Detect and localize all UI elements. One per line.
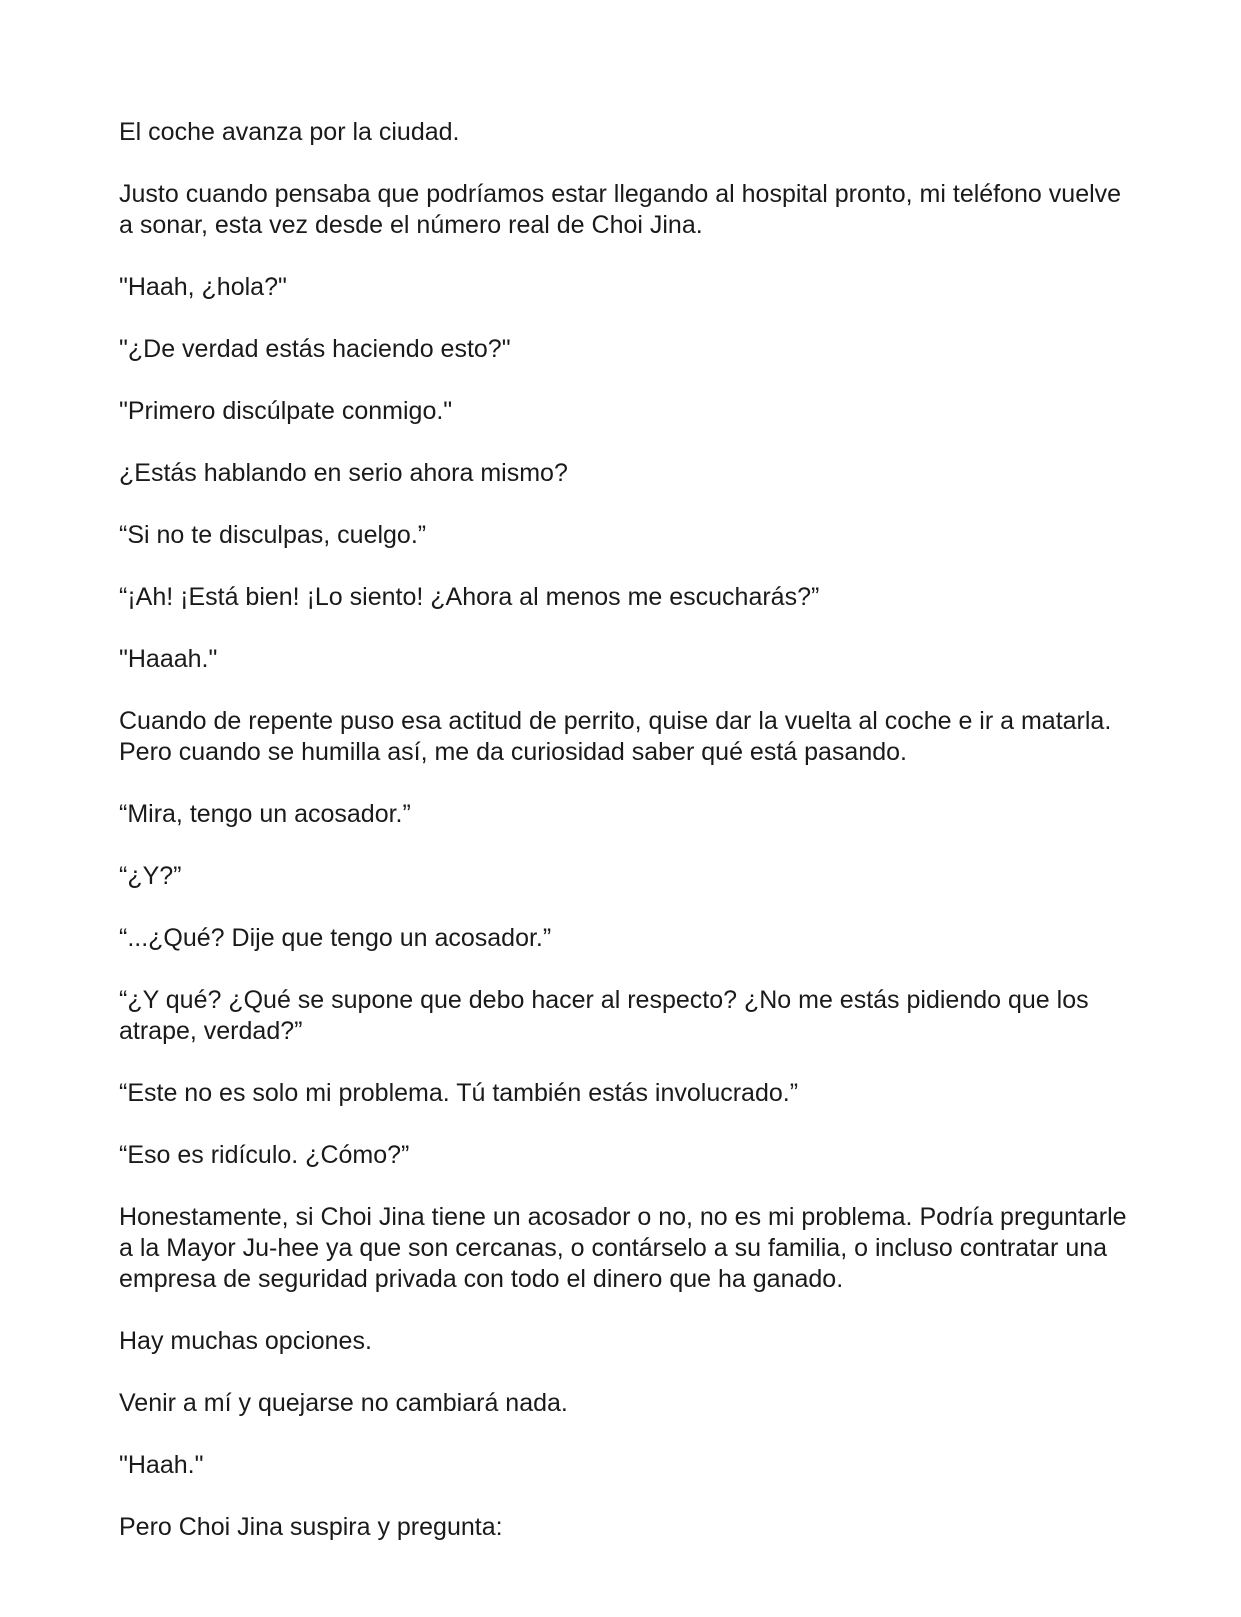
paragraph: “¿Y qué? ¿Qué se supone que debo hacer al respecto? ¿No me estás pidiendo que los atrape, verdad?” bbox=[119, 986, 1089, 1045]
paragraph: “...¿Qué? Dije que tengo un acosador.” bbox=[119, 924, 552, 952]
paragraph: "Primero discúlpate conmigo." bbox=[119, 397, 453, 425]
paragraph: “Mira, tengo un acosador.” bbox=[119, 800, 411, 828]
paragraph: Justo cuando pensaba que podríamos estar llegando al hospital pronto, mi teléfono vuelve a sonar, esta vez desde el número real de Choi Jina. bbox=[119, 180, 1122, 239]
paragraph: "Haah." bbox=[119, 1451, 204, 1479]
paragraph: Venir a mí y quejarse no cambiará nada. bbox=[119, 1389, 568, 1417]
paragraph: "¿De verdad estás haciendo esto?" bbox=[119, 335, 511, 363]
paragraph: “¡Ah! ¡Está bien! ¡Lo siento! ¿Ahora al menos me escucharás?” bbox=[119, 583, 820, 611]
paragraph: Hay muchas opciones. bbox=[119, 1327, 372, 1355]
paragraph: “Eso es ridículo. ¿Cómo?” bbox=[119, 1141, 410, 1169]
paragraph: "Haaah." bbox=[119, 645, 218, 673]
paragraph: Cuando de repente puso esa actitud de perrito, quise dar la vuelta al coche e ir a matarla. Pero cuando se humilla así, me da curiosidad saber qué está pasando. bbox=[119, 707, 1112, 766]
document-body bbox=[119, 117, 1129, 1574]
paragraph: El coche avanza por la ciudad. bbox=[119, 118, 460, 146]
paragraph: “Si no te disculpas, cuelgo.” bbox=[119, 521, 427, 549]
paragraph: ¿Estás hablando en serio ahora mismo? bbox=[119, 459, 568, 487]
paragraph: Honestamente, si Choi Jina tiene un acosador o no, no es mi problema. Podría preguntarle a la Mayor Ju-hee ya que son cercanas, o contárselo a su familia, o incluso contratar una empresa de seguridad privada con todo el dinero que ha ganado. bbox=[119, 1203, 1127, 1293]
paragraph: Pero Choi Jina suspira y pregunta: bbox=[119, 1513, 503, 1541]
paragraph: “Este no es solo mi problema. Tú también estás involucrado.” bbox=[119, 1079, 799, 1107]
paragraph: "Haah, ¿hola?" bbox=[119, 273, 287, 301]
paragraph: “¿Y?” bbox=[119, 862, 182, 890]
